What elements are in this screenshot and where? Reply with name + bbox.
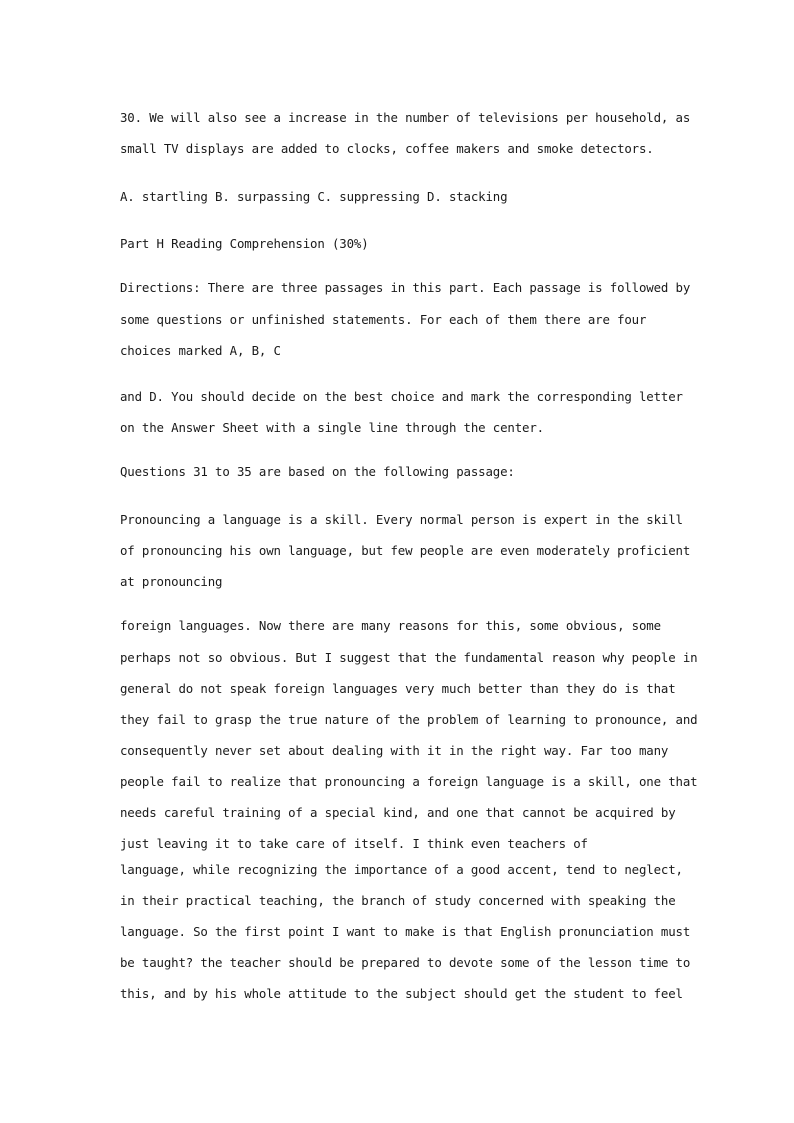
directions-line-5: on the Answer Sheet with a single line through the center. [120, 420, 544, 435]
passage-line-7: they fail to grasp the true nature of the problem of learning to pronounce, and [120, 712, 698, 727]
passage-line-4: foreign languages. Now there are many reasons for this, some obvious, some [120, 618, 661, 633]
passage-line-5: perhaps not so obvious. But I suggest that the fundamental reason why people in [120, 650, 698, 665]
passage-line-12: language, while recognizing the importance of a good accent, tend to neglect, [120, 862, 683, 877]
question-30-line-1: 30. We will also see a increase in the number of televisions per household, as [120, 110, 691, 125]
passage-line-9: people fail to realize that pronouncing a foreign language is a skill, one that [120, 774, 698, 789]
question-30-line-2: small TV displays are added to clocks, coffee makers and smoke detectors. [120, 141, 654, 156]
passage-line-11: just leaving it to take care of itself. I think even teachers of [120, 836, 588, 851]
passage-line-1: Pronouncing a language is a skill. Every normal person is expert in the skill [120, 512, 683, 527]
question-30-options: A. startling B. surpassing C. suppressing D. stacking [120, 189, 508, 204]
passage-line-10: needs careful training of a special kind, and one that cannot be acquired by [120, 805, 676, 820]
passage-line-13: in their practical teaching, the branch of study concerned with speaking the [120, 893, 676, 908]
directions-line-2: some questions or unfinished statements. For each of them there are four [120, 312, 647, 327]
part-h-heading: Part H Reading Comprehension (30%) [120, 236, 369, 251]
questions-intro: Questions 31 to 35 are based on the following passage: [120, 464, 515, 479]
passage-line-15: be taught? the teacher should be prepared to devote some of the lesson time to [120, 955, 691, 970]
directions-line-1: Directions: There are three passages in this part. Each passage is followed by [120, 280, 691, 295]
passage-line-8: consequently never set about dealing with it in the right way. Far too many [120, 743, 669, 758]
directions-line-4: and D. You should decide on the best choice and mark the corresponding letter [120, 389, 683, 404]
directions-line-3: choices marked A, B, C [120, 343, 281, 358]
passage-line-6: general do not speak foreign languages very much better than they do is that [120, 681, 676, 696]
passage-line-14: language. So the first point I want to make is that English pronunciation must [120, 924, 691, 939]
passage-line-3: at pronouncing [120, 574, 223, 589]
passage-line-2: of pronouncing his own language, but few people are even moderately proficient [120, 543, 691, 558]
passage-line-16: this, and by his whole attitude to the subject should get the student to feel [120, 986, 683, 1001]
